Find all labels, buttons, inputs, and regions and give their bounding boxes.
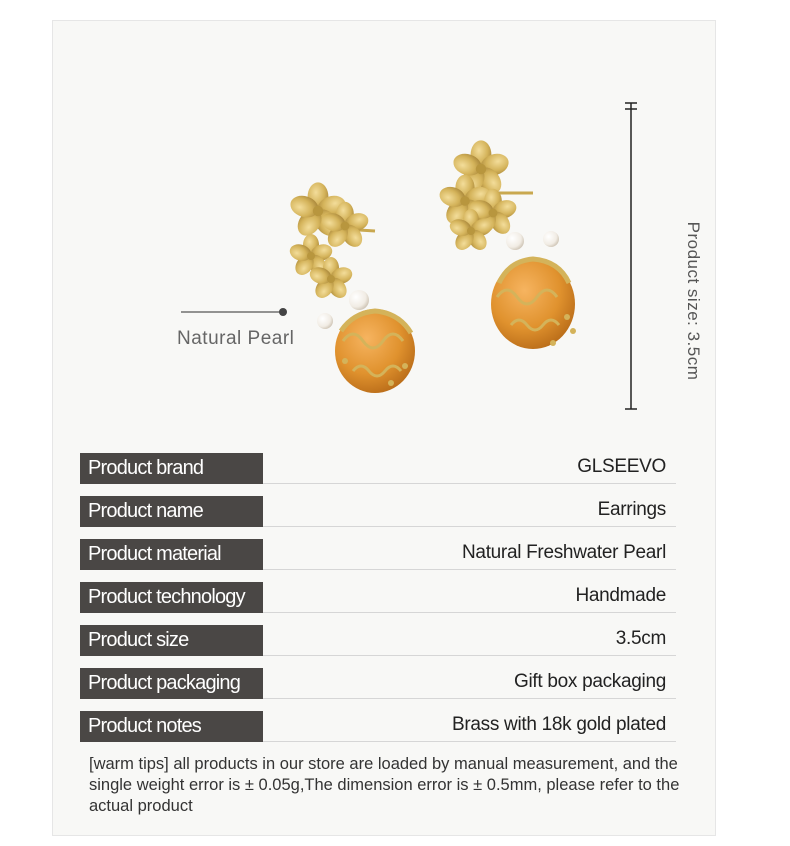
spec-label: Product technology	[80, 582, 263, 613]
spec-value: Brass with 18k gold plated	[452, 714, 666, 735]
row-divider	[263, 698, 676, 699]
spec-row-packaging	[80, 666, 676, 709]
left-earring	[288, 182, 415, 393]
spec-row-size	[80, 623, 676, 666]
spec-label: Product brand	[80, 453, 263, 484]
spec-row-brand	[80, 451, 676, 494]
spec-label: Product packaging	[80, 668, 263, 699]
spec-table	[80, 451, 676, 752]
row-divider	[263, 741, 676, 742]
row-divider	[263, 526, 676, 527]
spec-row-notes	[80, 709, 676, 752]
row-divider	[263, 655, 676, 656]
spec-value: Earrings	[597, 499, 666, 520]
spec-label: Product material	[80, 539, 263, 570]
spec-value: Natural Freshwater Pearl	[462, 542, 666, 563]
pearl-callout-label: Natural Pearl	[177, 328, 295, 349]
spec-label: Product size	[80, 625, 263, 656]
spec-row-name	[80, 494, 676, 537]
spec-row-technology	[80, 580, 676, 623]
callout-dot	[279, 308, 287, 316]
row-divider	[263, 569, 676, 570]
spec-value: Gift box packaging	[514, 671, 666, 692]
spec-value: GLSEEVO	[577, 456, 666, 477]
warm-tips-note: [warm tips] all products in our store are loaded by manual measurement, and the single weight error is ± 0.05g,The dimension error is ± 0.5mm, please refer to the actual product	[89, 755, 680, 815]
spec-label: Product name	[80, 496, 263, 527]
spec-row-material	[80, 537, 676, 580]
row-divider	[263, 612, 676, 613]
right-earring	[437, 140, 576, 349]
spec-value: 3.5cm	[615, 628, 666, 649]
product-panel	[52, 20, 716, 836]
size-label: Product size: 3.5cm	[684, 221, 703, 381]
spec-value: Handmade	[575, 585, 666, 606]
spec-label: Product notes	[80, 711, 263, 742]
row-divider	[263, 483, 676, 484]
earrings-photo	[53, 21, 717, 441]
